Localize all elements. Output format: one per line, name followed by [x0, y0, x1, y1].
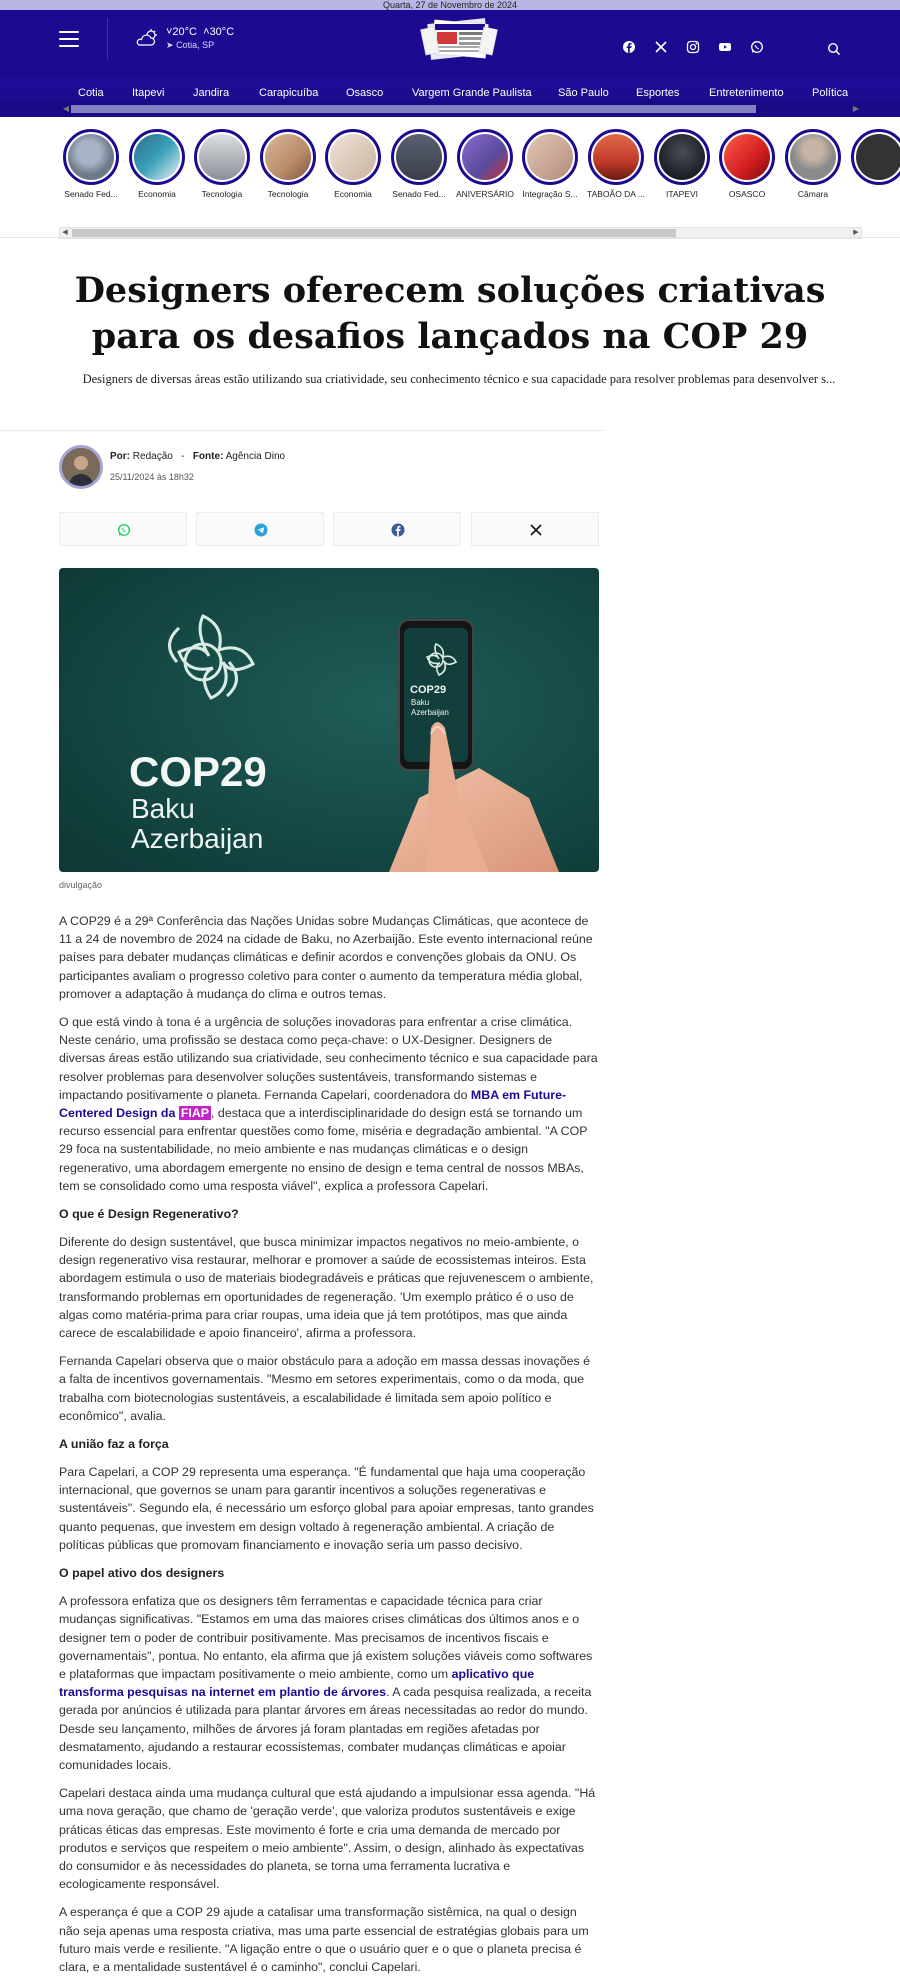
x-icon[interactable]: [654, 40, 668, 54]
story-item[interactable]: [191, 129, 253, 199]
paragraph: Fernanda Capelari observa que o maior obstáculo para a adoção em massa dessas inovações é a falta de incentivos governamentais. "Mesmo em setores experimentais, como o da moda, que trabalha com biotecnologias sustentáveis, a escalabilidade é limitada sem apoio político e econômico", avalia.: [59, 1354, 591, 1423]
paragraph: [59, 1592, 599, 1774]
weather-city: [166, 40, 214, 51]
story-thumbnail: [527, 134, 573, 180]
source-name: Agência Dino: [225, 451, 286, 462]
site-logo[interactable]: [415, 18, 501, 64]
nav-item-cotia[interactable]: Cotia: [78, 87, 104, 99]
stories-carousel: [0, 129, 900, 209]
link-text: MBA em Future-Centered Design da: [59, 1087, 567, 1121]
menu-icon[interactable]: [59, 31, 79, 47]
by-label: Por:: [110, 451, 130, 462]
banner-line1: Baku: [131, 793, 195, 824]
article-hero-image: [59, 568, 599, 872]
scroll-right-icon[interactable]: ▶: [853, 229, 859, 236]
facebook-icon[interactable]: [622, 40, 636, 54]
story-thumbnail: [199, 134, 245, 180]
site-header: [0, 10, 900, 77]
search-icon[interactable]: [827, 42, 841, 56]
section-heading: O que é Design Regenerativo?: [59, 1207, 239, 1222]
nav-item-sao-paulo[interactable]: São Paulo: [558, 87, 609, 99]
story-label: OSASCO: [728, 189, 766, 199]
section-divider: [0, 237, 900, 238]
story-item[interactable]: [60, 129, 122, 199]
story-thumbnail: [790, 134, 836, 180]
nav-item-osasco[interactable]: Osasco: [346, 87, 384, 99]
author-name: Redação: [132, 451, 173, 462]
nav-item-jandira[interactable]: Jandira: [193, 87, 230, 99]
publish-date: 25/11/2024 às 18h32: [110, 472, 194, 482]
whatsapp-icon[interactable]: [750, 40, 764, 54]
story-thumbnail: [724, 134, 770, 180]
share-x-button[interactable]: [471, 512, 599, 546]
nav-scrollbar-thumb[interactable]: [71, 105, 756, 113]
phone-line2: Azerbaijan: [411, 708, 449, 717]
author-avatar-image: [62, 448, 100, 486]
story-label: ITAPEVI: [666, 189, 698, 199]
source-label: Fonte:: [192, 451, 224, 462]
story-label: Senado Fed...: [64, 189, 118, 199]
instagram-icon[interactable]: [686, 40, 700, 54]
story-label: Senado Fed...: [392, 189, 446, 199]
youtube-icon[interactable]: [718, 40, 732, 54]
story-thumbnail: [396, 134, 442, 180]
nav-item-vargem-grande-paulista[interactable]: Vargem Grande Paulista: [412, 87, 532, 99]
story-item-partial[interactable]: [848, 129, 900, 185]
scroll-left-icon[interactable]: ◀: [62, 104, 70, 113]
share-whatsapp-button[interactable]: [59, 512, 187, 546]
story-thumbnail: [68, 134, 114, 180]
whatsapp-icon: [117, 523, 131, 537]
nav-item-entretenimento[interactable]: Entretenimento: [709, 87, 784, 99]
section-heading: A união faz a força: [59, 1437, 169, 1452]
top-date-bar: [0, 0, 900, 10]
story-label: Tecnologia: [267, 189, 309, 199]
paragraph: A esperança é que a COP 29 ajude a catalisar uma transformação sistêmica, na qual o design não seja apenas uma resposta criativa, mas uma parte essencial de estratégias globais para um futuro mais verde e resiliente. "A ligação entre o que o usuário quer e o que o planeta precisa é clara, e a mentalidade sustentável é o caminho", conclui Capelari.: [59, 1905, 589, 1974]
nav-scrollbar[interactable]: [0, 102, 900, 116]
story-item[interactable]: [388, 129, 450, 199]
cop29-banner: [59, 568, 599, 872]
paragraph: Para Capelari, a COP 29 representa uma esperança. "É fundamental que haja uma cooperação internacional, que governos se unam para garantir incentivos a soluções regenerativas e sustentáveis". Segundo ela, é necessário um esforço global para apoiar empresas, tanto grandes quanto pequenas, que investem em design voltado à regeneração ambiental. A criação de políticas públicas que promovam financiamento e inovação seria um passo decisivo.: [59, 1465, 594, 1552]
header-divider: [107, 18, 108, 60]
banner-line2: Azerbaijan: [131, 823, 264, 854]
location-icon: ➤: [166, 40, 174, 50]
story-thumbnail: [134, 134, 180, 180]
story-item[interactable]: [716, 129, 778, 199]
section-heading: O papel ativo dos designers: [59, 1566, 225, 1581]
story-label: Economia: [334, 189, 372, 199]
share-telegram-button[interactable]: [196, 512, 324, 546]
paragraph-text: . A cada pesquisa realizada, a receita gerada por anúncios é utilizada para plantar árvores em áreas necessitadas ao redor do mundo. Desde seu lançamento, milhões de árvores já foram plantadas em regiões afetadas por desmatamento, ajudando a restaurar ecossistemas, combater mudanças climáticas e apoiar comunidades locais.: [59, 1685, 592, 1772]
story-thumbnail: [265, 134, 311, 180]
current-date: Quarta, 27 de Novembro de 2024: [382, 0, 518, 10]
section-divider: [0, 430, 605, 431]
story-item[interactable]: [585, 129, 647, 199]
story-item[interactable]: [126, 129, 188, 199]
image-caption: divulgação: [59, 880, 103, 890]
story-label: Câmara: [797, 189, 829, 199]
nav-item-esportes[interactable]: Esportes: [636, 87, 680, 99]
story-item[interactable]: [782, 129, 844, 199]
story-thumbnail: [330, 134, 376, 180]
story-item[interactable]: [454, 129, 516, 199]
avatar: [59, 445, 103, 489]
temp-max: ˄30°C: [203, 26, 235, 38]
app-link[interactable]: aplicativo que transforma pesquisas na internet em plantio de árvores: [59, 1666, 535, 1700]
story-item[interactable]: [257, 129, 319, 199]
story-item[interactable]: [651, 129, 713, 199]
share-facebook-button[interactable]: [333, 512, 461, 546]
city-name: Cotia, SP: [176, 40, 215, 50]
story-thumbnail: [593, 134, 639, 180]
temp-min: ˅20°C: [166, 26, 198, 38]
story-thumbnail: [856, 134, 900, 180]
story-label: Economia: [138, 189, 176, 199]
phone-brand: COP29: [410, 684, 447, 696]
story-item[interactable]: [322, 129, 384, 199]
phone-line1: Baku: [411, 698, 430, 707]
scroll-right-icon[interactable]: ▶: [852, 104, 860, 113]
article-body: [59, 912, 599, 1979]
scroll-left-icon[interactable]: ◀: [62, 229, 68, 236]
article-subtitle: Designers de diversas áreas estão utilizando sua criatividade, seu conhecimento técnico e sua capacidade para resolver problemas para desenvolver s...: [82, 372, 836, 386]
story-label: Integração S...: [522, 189, 578, 199]
story-label: ANIVERSÁRIO: [455, 189, 515, 199]
fiap-highlight: FIAP: [180, 1106, 210, 1121]
story-label: Tecnologia: [201, 189, 243, 199]
nav-item-politica[interactable]: Política: [812, 87, 849, 99]
x-icon: [529, 523, 543, 537]
nav-item-itapevi[interactable]: Itapevi: [132, 87, 165, 99]
paragraph: A COP29 é a 29ª Conferência das Nações Unidas sobre Mudanças Climáticas, que acontece de 11 a 24 de novembro de 2024 na cidade de Baku, no Azerbaijão. Este evento internacional reúne países para debater mudanças climáticas e definir acordos e convenções globais da ONU. Os participantes avaliam o progresso coletivo para conter o aumento da temperatura média global, promover a adaptação à mudança do clima e outros temas.: [59, 914, 593, 1001]
story-thumbnail: [462, 134, 508, 180]
banner-brand: COP29: [129, 748, 267, 795]
nav-item-carapicuiba[interactable]: Carapicuíba: [259, 87, 319, 99]
byline: Por: Redação - Fonte: Agência Dino: [110, 451, 286, 462]
story-thumbnail: [659, 134, 705, 180]
story-item[interactable]: [519, 129, 581, 199]
paragraph: Diferente do design sustentável, que busca minimizar impactos negativos no meio-ambiente, o design regenerativo visa restaurar, melhorar e promover a saúde de ecossistemas inteiros. Esta abordagem estimula o uso de materiais biodegradáveis e práticas que rejuvenescem o ambiente, transformando problemas em oportunidades de regeneração. 'Um exemplo prático é o uso de algas como matéria-prima para criar roupas, uma ideia que já tem protótipos, mas que ainda carece de escalabilidade e apoio financeiro', afirma a professora.: [59, 1235, 594, 1341]
paragraph-text: A professora enfatiza que os designers têm ferramentas e capacidade técnica para criar mudanças significativas. "Estamos em uma das maiores crises climáticas dos últimos anos e o designer tem o poder de contribuir positivamente. Mas precisamos de incentivos fiscais e governamentais", pontua. No entanto, ela afirma que já existem soluções viáveis como softwares e plataformas que impactam positivamente o meio ambiente, como um: [59, 1594, 593, 1681]
stories-scrollbar-thumb[interactable]: [72, 229, 676, 237]
paragraph: Capelari destaca ainda uma mudança cultural que está ajudando a impulsionar essa agenda. "Há uma nova geração, que chamo de 'geração verde', que valoriza produtos sustentáveis e exige práticas éticas das empresas. Este movimento é forte e cria uma demanda de mercado por produtos e serviços que respeitem o meio ambiente". Assim, o design, alinhado às expectativas do consumidor e às necessidades do planeta, se torna uma ferramenta lucrativa e ecologicamente responsável.: [59, 1786, 596, 1892]
paragraph-text: , destaca que a interdisciplinaridade do design está se tornando um recurso essencial para enfrentar questões como fome, miséria e degradação ambiental. "A COP 29 foca na sustentabilidade, no meio ambiente e nas mudanças climáticas e o design regenerativo, uma abordagem emergente no ensino de design e tema central de nossos MBAs, tem se consolidado como uma resposta viável", explica a professora Capelari.: [59, 1106, 588, 1193]
temperature-range: [166, 26, 234, 38]
facebook-icon: [391, 523, 405, 537]
article-title: Designers oferecem soluções criativas para os desafios lançados na COP 29: [74, 270, 826, 357]
partly-cloudy-icon: [134, 29, 160, 47]
story-label: TABOÃO DA ...: [587, 189, 645, 199]
paragraph: [59, 1013, 599, 1195]
telegram-icon: [254, 523, 268, 537]
paragraph-text: O que está vindo à tona é a urgência de soluções inovadoras para enfrentar a crise climática. Neste cenário, uma profissão se destaca como peça-chave: o UX-Designer. Designers de diversas áreas estão utilizando sua criatividade, seu conhecimento técnico e sua capacidade para resolver problemas para desenvolver soluções sustentáveis, transformando sistemas e impactando positivamente o planeta. Fernanda Capelari, coordenadora do: [59, 1015, 598, 1102]
